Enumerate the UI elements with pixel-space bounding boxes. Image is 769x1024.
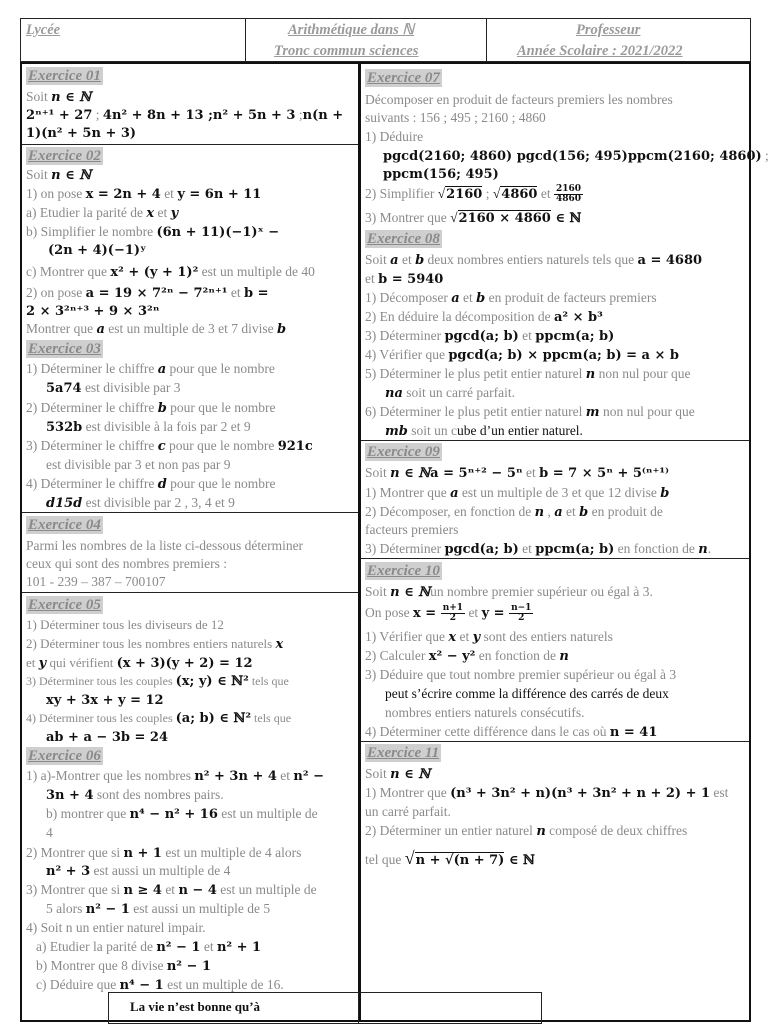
- exercise-04-title: Exercice 04: [28, 517, 101, 533]
- separator: [361, 741, 749, 742]
- ex03-line4: 4) Déterminer le chiffre d pour que le nombre: [26, 476, 276, 492]
- ex09-line5: 3) Déterminer pgcd(a; b) et ppcm(a; b) en fonction de n.: [365, 541, 712, 557]
- exercise-11-title: Exercice 11: [367, 745, 440, 761]
- ex07-line4: pgcd(2160; 4860) pgcd(156; 495)ppcm(2160; 4860) ;: [383, 148, 769, 164]
- ex06-line-b: b) Montrer que 8 divise n² − 1: [36, 958, 211, 974]
- ex09-line3: 2) Décomposer, en fonction de n , a et b en produit de: [365, 504, 663, 520]
- ex06-line-a: a) Etudier la parité de n² − 1 et n² + 1: [36, 939, 262, 955]
- ex06-line4: 4) Soit n un entier naturel impair.: [26, 920, 206, 935]
- ex02-line-c: c) Montrer que x² + (y + 1)² est un multiple de 40: [26, 264, 315, 280]
- ex06-line1d: 4: [46, 825, 53, 840]
- ex10-line5: 3) Déduire que tout nombre premier supérieur ou égal à 3: [365, 667, 677, 682]
- separator: [22, 512, 358, 513]
- ex06-line-c: c) Déduire que n⁴ − 1 est un multiple de 16.: [36, 977, 284, 993]
- ex02-line2b: 2 × 3²ⁿ⁺³ + 9 × 3²ⁿ: [26, 304, 160, 319]
- header-teacher: Professeur: [576, 22, 641, 38]
- ex08-line8: na soit un carré parfait.: [385, 385, 515, 401]
- ex04-line2: ceux qui sont des nombres premiers :: [26, 556, 227, 571]
- separator: [361, 440, 749, 441]
- ex08-line6: 4) Vérifier que pgcd(a; b) × ppcm(a; b) = a × b: [365, 347, 680, 363]
- ex03-line3b: est divisible par 3 et non pas par 9: [46, 457, 231, 472]
- ex03-line2b: 532b est divisible à la fois par 2 et 9: [46, 419, 251, 435]
- ex06-line2b: n² + 3 est aussi un multiple de 4: [46, 863, 231, 879]
- header-lycee: Lycée: [26, 22, 61, 38]
- ex03-line2: 2) Déterminer le chiffre b pour que le nombre: [26, 400, 276, 416]
- ex05-line4b: ab + a − 3b = 24: [46, 730, 168, 745]
- ex09-line4: facteurs premiers: [365, 522, 459, 537]
- ex03-line1b: 5a74 est divisible par 3: [46, 380, 181, 396]
- ex05-line3: 3) Déterminer tous les couples (x; y) ∈ ℕ² tels que: [26, 674, 289, 689]
- ex07-line6: 2) Simplifier √2160 ; √4860 et $\frac{2160}{4860}$: [365, 184, 582, 205]
- exercise-06-title: Exercice 06: [28, 748, 101, 764]
- exercise-10-title: Exercice 10: [367, 563, 440, 579]
- ex01-line3: 1)(n² + 5n + 3): [26, 126, 137, 141]
- header-subject: Arithmétique dans ℕ: [288, 22, 415, 38]
- ex05-line3b: xy + 3x + y = 12: [46, 693, 164, 708]
- ex02-line-montrer: Montrer que a est un multiple de 3 et 7 divise b: [26, 321, 287, 337]
- ex08-line4: 2) En déduire la décomposition de a² × b³: [365, 309, 603, 325]
- ex11-line3: un carré parfait.: [365, 804, 451, 819]
- ex04-line1: Parmi les nombres de la liste ci-dessous déterminer: [26, 538, 304, 553]
- ex03-line1: 1) Déterminer le chiffre a pour que le nombre: [26, 361, 275, 377]
- ex05-line1: 1) Déterminer tous les diviseurs de 12: [26, 617, 224, 632]
- ex05-line2: 2) Déterminer tous les nombres entiers naturels x: [26, 636, 284, 652]
- ex08-line2: et b = 5940: [365, 271, 444, 287]
- ex10-line7: nombres entiers naturels consécutifs.: [385, 705, 585, 720]
- ex02-line-b2: (2n + 4)(−1)ʸ: [48, 243, 147, 258]
- ex02-line-a: a) Etudier la parité de x et y: [26, 205, 179, 221]
- ex09-line2: 1) Montrer que a est un multiple de 3 et que 12 divise b: [365, 485, 670, 501]
- ex10-line8: 4) Déterminer cette différence dans le cas où n = 41: [365, 724, 658, 740]
- ex06-line3: 3) Montrer que si n ≥ 4 et n − 4 est un multiple de: [26, 882, 317, 898]
- ex07-line1: Décomposer en produit de facteurs premiers les nombres: [365, 92, 673, 107]
- exercise-08-title: Exercice 08: [367, 231, 440, 247]
- ex08-line7: 5) Déterminer le plus petit entier naturel n non nul pour que: [365, 366, 691, 382]
- ex02-line1: 1) on pose x = 2n + 4 et y = 6n + 11: [26, 186, 262, 202]
- exercise-09-title: Exercice 09: [367, 444, 440, 460]
- ex02-line2: 2) on pose a = 19 × 7²ⁿ − 7²ⁿ⁺¹ et b =: [26, 285, 269, 301]
- ex10-line3: 1) Vérifier que x et y sont des entiers naturels: [365, 629, 613, 645]
- ex09-line1: Soit n ∈ ℕa = 5ⁿ⁺² − 5ⁿ et b = 7 × 5ⁿ + 5⁽ⁿ⁺¹⁾: [365, 465, 669, 481]
- ex06-line3b: 5 alors n² − 1 est aussi un multiple de 5: [46, 901, 271, 917]
- ex02-line-b: b) Simplifier le nombre (6n + 11)(−1)ˣ −: [26, 224, 280, 240]
- exercise-02-title: Exercice 02: [28, 148, 101, 164]
- exercise-07-title: Exercice 07: [367, 70, 440, 86]
- ex10-line2: On pose x = $\frac{n+1}{2}$ et y = $\frac{n-1}{2}$: [365, 603, 532, 624]
- exercise-01-title: Exercice 01: [28, 68, 101, 84]
- ex01-line1: Soit n ∈ ℕ: [26, 89, 92, 105]
- ex08-line3: 1) Décomposer a et b en produit de facteurs premiers: [365, 290, 657, 306]
- ex05-line4: 4) Déterminer tous les couples (a; b) ∈ ℕ² tels que: [26, 711, 292, 726]
- separator: [22, 592, 358, 593]
- ex06-line1c: b) montrer que n⁴ − n² + 16 est un multiple de: [46, 806, 318, 822]
- ex11-line4: 2) Déterminer un entier naturel n composé de deux chiffres: [365, 823, 688, 839]
- ex04-line3: 101 - 239 – 387 – 700107: [26, 574, 166, 589]
- header-level: Tronc commun sciences: [274, 43, 419, 59]
- ex07-line3: 1) Déduire: [365, 129, 424, 144]
- ex11-line2: 1) Montrer que (n³ + 3n² + n)(n³ + 3n² + n + 2) + 1 est: [365, 785, 729, 801]
- ex03-line3: 3) Déterminer le chiffre c pour que le nombre 921c: [26, 438, 313, 454]
- separator: [22, 144, 358, 145]
- ex08-line9: 6) Déterminer le plus petit entier naturel m non nul pour que: [365, 404, 695, 420]
- ex06-line1b: 3n + 4 sont des nombres pairs.: [46, 787, 224, 803]
- ex11-line5: tel que √n + √(n + 7) ∈ ℕ: [365, 848, 535, 868]
- ex01-line2: 2ⁿ⁺¹ + 27 ; 4n² + 8n + 13 ;n² + 5n + 3 ;n(n +: [26, 107, 344, 123]
- header-school-year: Année Scolaire : 2021/2022: [517, 43, 683, 59]
- ex05-line2b: et y qui vérifient (x + 3)(y + 2) = 12: [26, 655, 253, 671]
- ex11-line1: Soit n ∈ ℕ: [365, 766, 431, 782]
- ex07-line7: 3) Montrer que √2160 × 4860 ∈ ℕ: [365, 210, 582, 226]
- ex08-line5: 3) Déterminer pgcd(a; b) et ppcm(a; b): [365, 328, 615, 344]
- ex03-line4b: d15d est divisible par 2 , 3, 4 et 9: [46, 495, 235, 511]
- ex02-line-soit: Soit n ∈ ℕ: [26, 167, 92, 183]
- ex08-line1: Soit a et b deux nombres entiers naturels tels que a = 4680: [365, 252, 703, 268]
- footer-quote: La vie n’est bonne qu’à: [130, 999, 261, 1014]
- ex10-line4: 2) Calculer x² − y² en fonction de n: [365, 648, 569, 664]
- ex07-line2: suivants : 156 ; 495 ; 2160 ; 4860: [365, 110, 546, 125]
- ex07-line5: ppcm(156; 495): [383, 167, 499, 182]
- exercise-03-title: Exercice 03: [28, 341, 101, 357]
- ex10-line1: Soit n ∈ ℕun nombre premier supérieur ou égal à 3.: [365, 584, 653, 600]
- ex10-line6: peut s’écrire comme la différence des carrés de deux: [385, 686, 669, 701]
- separator: [361, 558, 749, 559]
- exercise-05-title: Exercice 05: [28, 597, 101, 613]
- footer-divider: [358, 992, 359, 1024]
- ex06-line2: 2) Montrer que si n + 1 est un multiple de 4 alors: [26, 845, 302, 861]
- ex08-line10: mb soit un cube d’un entier naturel.: [385, 423, 583, 439]
- ex06-line1: 1) a)-Montrer que les nombres n² + 3n + 4 et n² −: [26, 768, 324, 784]
